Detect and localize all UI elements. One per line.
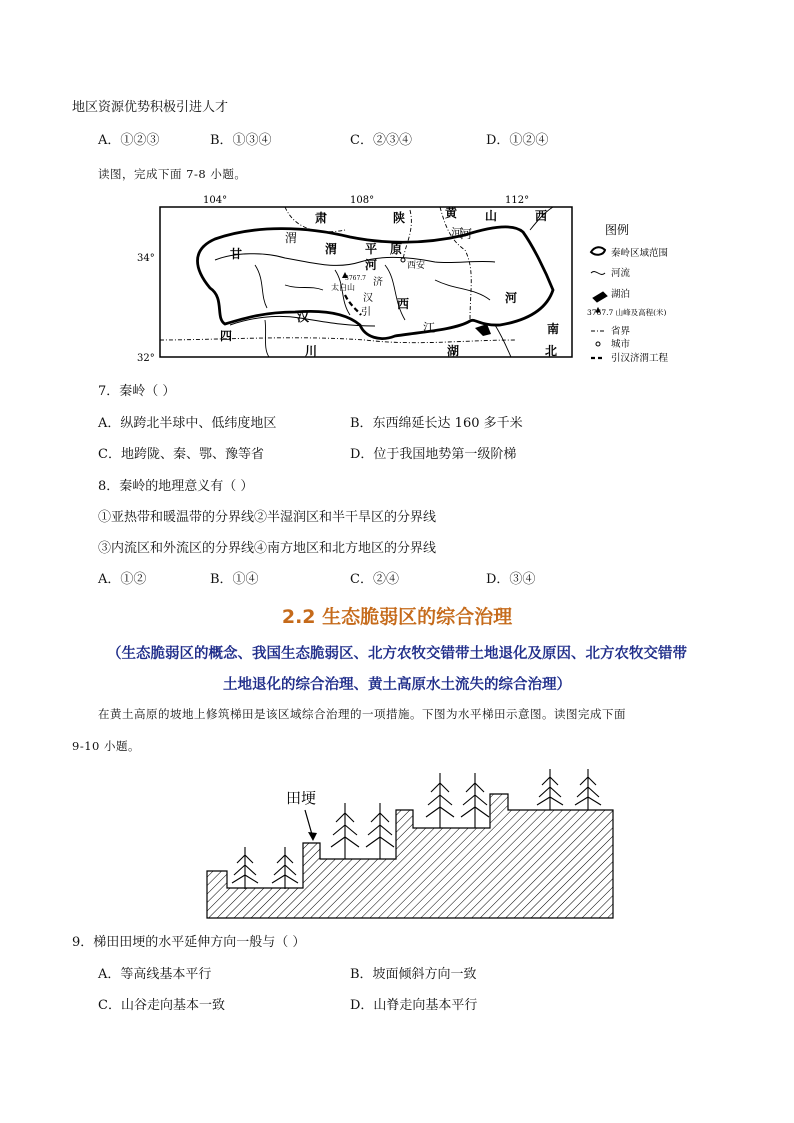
section-subtitle-line-1: （生态脆弱区的概念、我国生态脆弱区、北方农牧交错带土地退化及原因、北方农牧交错带 [107, 646, 687, 662]
q7-option-b: B．东西绵延长达 160 多千米 [350, 416, 523, 431]
label-he-north: 河 [451, 226, 464, 240]
label-shaan: 陕 [393, 211, 406, 225]
label-shan: 山 [485, 209, 498, 223]
label-xi-shanxi: 西 [535, 209, 548, 223]
q9-stem: 9．梯田田埂的水平延伸方向一般与（ ） [72, 935, 306, 950]
q6-option-a: A．①②③ [98, 133, 160, 148]
label-si: 四 [220, 329, 233, 343]
label-he-weihe: 河 [365, 258, 378, 272]
label-bei: 北 [545, 344, 558, 358]
q7-stem: 7．秦岭（ ） [98, 384, 176, 399]
legend-river: 河流 [611, 268, 631, 279]
legend-lake: 湖泊 [611, 289, 631, 300]
q7-option-a: A．纵跨北半球中、低纬度地区 [98, 416, 277, 431]
q8-line-2: ③内流区和外流区的分界线④南方地区和北方地区的分界线 [98, 541, 437, 556]
q8-option-c: C．②④ [350, 572, 399, 587]
intro-line-2: 9-10 小题。 [72, 739, 140, 753]
q8-option-b: B．①④ [210, 572, 259, 587]
q6-option-b: B．①③④ [210, 133, 272, 148]
lon-label-112: 112° [505, 195, 530, 206]
label-taibaishan: 太白山 [331, 283, 355, 292]
qinling-map [135, 190, 690, 370]
q9-option-b: B．坡面倾斜方向一致 [350, 967, 477, 982]
legend-range: 秦岭区域范围 [611, 248, 669, 259]
label-yin: 引 [361, 307, 371, 318]
legend-title: 图例 [605, 223, 630, 237]
label-gan: 甘 [230, 247, 243, 261]
q6-option-c: C．②③④ [350, 133, 412, 148]
label-han-yin: 汉 [363, 293, 373, 304]
q8-option-a: A．①② [98, 572, 147, 587]
q6-option-d: D．①②④ [486, 133, 549, 148]
label-huang: 黄 [445, 206, 458, 220]
legend-peak: 3767.7 山峰及高程(米) [587, 308, 667, 317]
q9-option-c: C．山谷走向基本一致 [98, 998, 225, 1013]
q9-option-d: D．山脊走向基本平行 [350, 998, 478, 1013]
legend-city: 城市 [611, 339, 631, 350]
peak-elevation: 3767.7 [345, 275, 366, 282]
q8-option-d: D．③④ [486, 572, 536, 587]
section-subtitle-line-2: 土地退化的综合治理、黄土高原水土流失的综合治理） [223, 677, 571, 693]
terrace-diagram [200, 765, 620, 925]
label-nan: 南 [547, 322, 560, 336]
label-xi-shaanxi: 西 [397, 297, 410, 311]
label-su: 肃 [315, 211, 328, 225]
q7-option-c: C．地跨陇、秦、鄂、豫等省 [98, 447, 264, 462]
label-wei: 渭 [285, 231, 298, 245]
lat-label-34: 34° [137, 253, 155, 264]
q8-stem: 8．秦岭的地理意义有（ ） [98, 479, 254, 494]
label-he-henan: 河 [505, 291, 518, 305]
label-wei-plain: 渭 [325, 242, 338, 256]
section-title: 2.2 生态脆弱区的综合治理 [281, 606, 513, 628]
q9-option-a: A．等高线基本平行 [98, 967, 212, 982]
label-han: 汉 [297, 310, 310, 324]
map-instruction: 读图，完成下面 7-8 小题。 [98, 167, 247, 181]
q7-option-d: D．位于我国地势第一级阶梯 [350, 447, 517, 462]
legend-project: 引汉济渭工程 [611, 353, 669, 364]
lon-label-108: 108° [350, 195, 375, 206]
intro-line-1: 在黄土高原的坡地上修筑梯田是该区域综合治理的一项措施。下图为水平梯田示意图。读图完成下面 [98, 707, 626, 721]
label-ji: 济 [373, 277, 383, 288]
label-yuan: 原 [390, 242, 403, 256]
label-hu: 湖 [447, 344, 460, 358]
label-jiang: 江 [423, 321, 436, 335]
continued-text-line: 地区资源优势积极引进人才 [72, 100, 229, 115]
q8-line-1: ①亚热带和暖温带的分界线②半湿润区和半干旱区的分界线 [98, 510, 437, 525]
label-he-river: 河 [460, 227, 473, 241]
label-ping: 平 [365, 242, 378, 256]
legend-border: 省界 [611, 326, 631, 337]
lon-label-104: 104° [203, 195, 228, 206]
label-chuan: 川 [305, 344, 318, 358]
terrace-ridge-label: 田埂 [286, 789, 317, 807]
lat-label-32: 32° [137, 353, 155, 364]
city-xian: 西安 [407, 261, 426, 271]
